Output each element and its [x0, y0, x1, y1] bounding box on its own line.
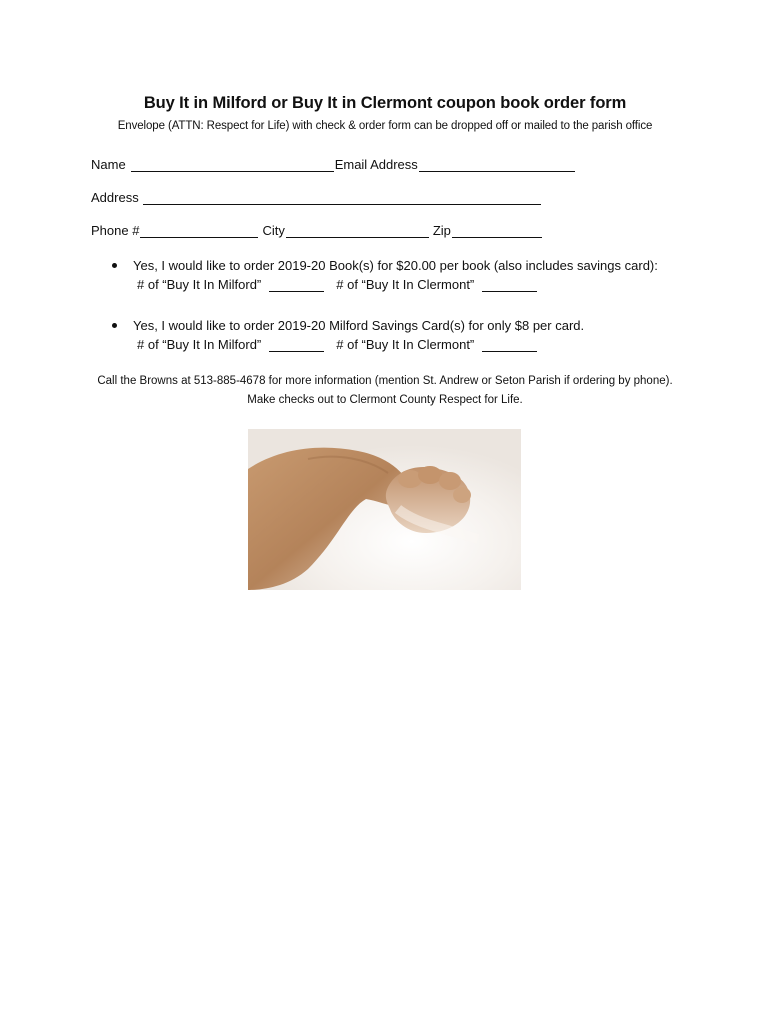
adult-hand-holding-baby-hand-icon	[248, 429, 521, 590]
option-books-text: Yes, I would like to order 2019-20 Book(s) for $20.00 per book (also includes savings card):	[133, 258, 658, 273]
zip-label: Zip	[432, 223, 451, 238]
phone-label: Phone #	[91, 223, 140, 238]
address-field[interactable]	[143, 192, 541, 205]
bullet-icon	[112, 263, 117, 268]
bullet-icon	[112, 323, 117, 328]
form-subtitle: Envelope (ATTN: Respect for Life) with check & order form can be dropped off or mailed to the parish office	[117, 120, 653, 132]
name-label: Name	[91, 157, 126, 172]
email-field[interactable]	[419, 159, 575, 172]
clermont-books-label: # of “Buy It In Clermont”	[336, 277, 475, 292]
clermont-cards-label: # of “Buy It In Clermont”	[336, 337, 475, 352]
email-label: Email Address	[334, 157, 418, 172]
check-payable-text: Make checks out to Clermont County Respect for Life.	[247, 394, 523, 406]
phone-city-zip-row	[91, 223, 543, 238]
address-label: Address	[91, 190, 139, 205]
option-cards-text: Yes, I would like to order 2019-20 Milford Savings Card(s) for only $8 per card.	[133, 318, 585, 333]
option-savings-cards	[108, 318, 584, 352]
option-books	[108, 258, 658, 292]
zip-field[interactable]	[452, 225, 542, 238]
phone-field[interactable]	[140, 225, 258, 238]
name-email-row	[91, 157, 576, 172]
contact-info-text: Call the Browns at 513-885-4678 for more information (mention St. Andrew or Seton Parish if ordering by phone).	[97, 375, 673, 387]
address-row	[91, 190, 542, 205]
city-label: City	[262, 223, 285, 238]
form-title: Buy It in Milford or Buy It in Clermont coupon book order form	[143, 94, 627, 112]
milford-cards-quantity-field[interactable]	[269, 339, 324, 352]
hands-photo	[248, 429, 521, 590]
city-field[interactable]	[286, 225, 429, 238]
milford-books-quantity-field[interactable]	[269, 279, 324, 292]
milford-books-label: # of “Buy It In Milford”	[137, 277, 262, 292]
milford-cards-label: # of “Buy It In Milford”	[137, 337, 262, 352]
name-field[interactable]	[131, 159, 334, 172]
clermont-books-quantity-field[interactable]	[482, 279, 537, 292]
clermont-cards-quantity-field[interactable]	[482, 339, 537, 352]
